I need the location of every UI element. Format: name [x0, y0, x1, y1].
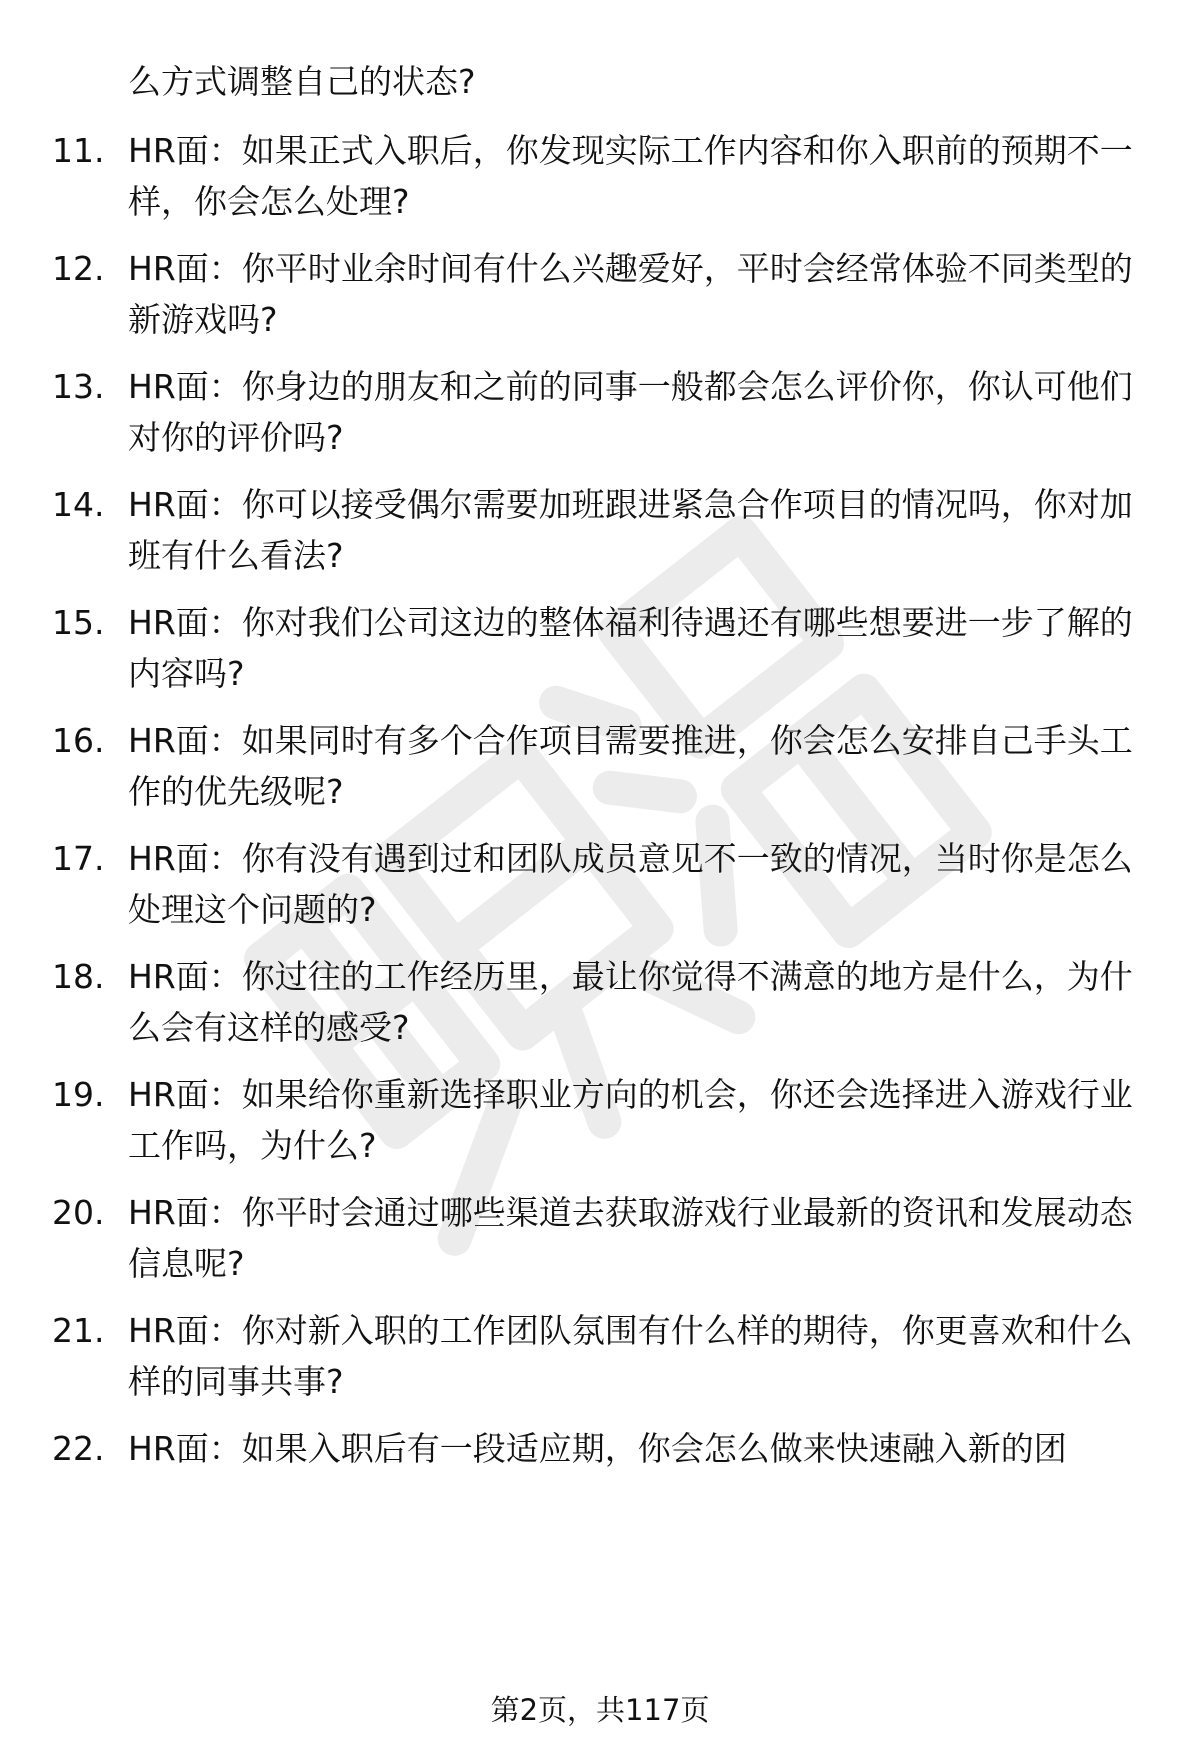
question-text: HR面：如果正式入职后，你发现实际工作内容和你入职前的预期不一样，你会怎么处理?	[128, 131, 1133, 221]
previous-question-continuation: 么方式调整自己的状态?	[128, 62, 476, 101]
question-text: HR面：你对新入职的工作团队氛围有什么样的期待，你更喜欢和什么样的同事共事?	[128, 1311, 1133, 1401]
question-text: HR面：你平时会通过哪些渠道去获取游戏行业最新的资讯和发展动态信息呢?	[128, 1193, 1133, 1283]
question-text: HR面：你对我们公司这边的整体福利待遇还有哪些想要进一步了解的内容吗?	[128, 603, 1133, 693]
question-number: 15.	[52, 603, 105, 642]
question-text: HR面：如果同时有多个合作项目需要推进，你会怎么安排自己手头工作的优先级呢?	[128, 721, 1133, 811]
question-text: HR面：你平时业余时间有什么兴趣爱好，平时会经常体验不同类型的新游戏吗?	[128, 249, 1133, 339]
question-number: 14.	[52, 485, 105, 524]
question-number: 22.	[52, 1429, 105, 1468]
question-text: HR面：你有没有遇到过和团队成员意见不一致的情况，当时你是怎么处理这个问题的?	[128, 839, 1133, 929]
question-number: 20.	[52, 1193, 105, 1232]
question-text: HR面：你可以接受偶尔需要加班跟进紧急合作项目的情况吗，你对加班有什么看法?	[128, 485, 1133, 575]
question-text: HR面：如果给你重新选择职业方向的机会，你还会选择进入游戏行业工作吗，为什么?	[128, 1075, 1133, 1165]
question-text: HR面：你过往的工作经历里，最让你觉得不满意的地方是什么，为什么会有这样的感受?	[128, 957, 1133, 1047]
question-number: 21.	[52, 1311, 105, 1350]
question-number: 19.	[52, 1075, 105, 1114]
question-number: 16.	[52, 721, 105, 760]
question-number: 17.	[52, 839, 105, 878]
question-text: HR面：如果入职后有一段适应期，你会怎么做来快速融入新的团	[128, 1429, 1067, 1468]
question-number: 11.	[52, 131, 105, 170]
question-text: HR面：你身边的朋友和之前的同事一般都会怎么评价你，你认可他们对你的评价吗?	[128, 367, 1133, 457]
page-number-footer: 第2页，共117页	[490, 1693, 710, 1727]
question-number: 18.	[52, 957, 105, 996]
question-number: 13.	[52, 367, 105, 406]
question-number: 12.	[52, 249, 105, 288]
